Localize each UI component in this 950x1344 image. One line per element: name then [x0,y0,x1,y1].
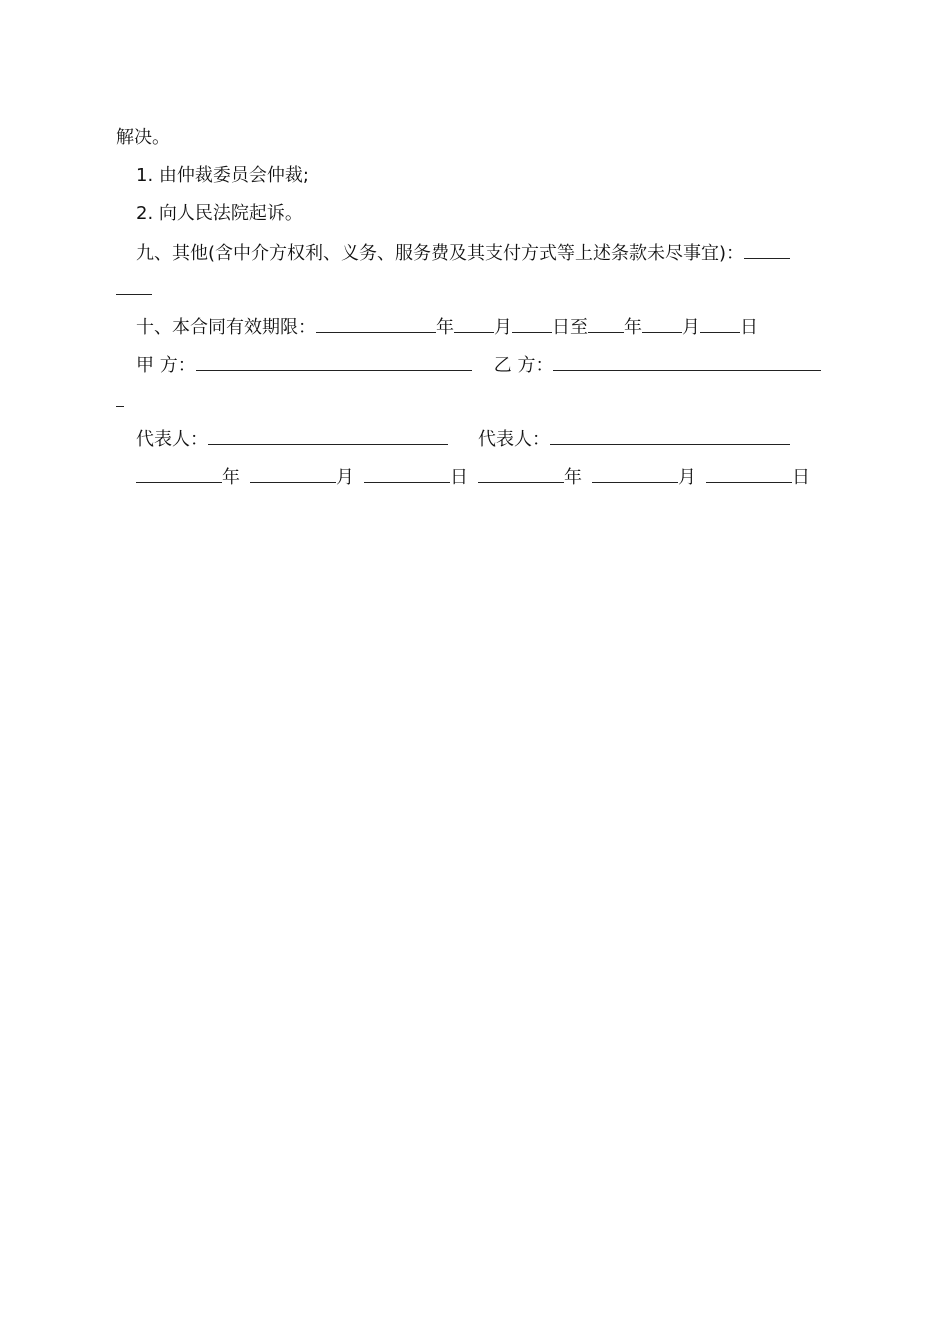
sign-b-month-field[interactable] [592,464,678,483]
year-label: 年 [564,467,582,488]
rep-a-field[interactable] [208,426,448,445]
day-label: 日 [792,467,810,488]
party-b-label: 乙 方： [493,355,554,376]
end-year-field[interactable] [588,314,624,333]
option-court: 2. 向人民法院起诉。 [136,203,303,224]
clause-nine [136,240,790,266]
rep-a-label: 代表人： [136,429,208,450]
month-label: 月 [678,467,696,488]
sign-a-year-field[interactable] [136,464,222,483]
rep-b-label: 代表人： [478,429,550,450]
start-month-field[interactable] [454,314,494,333]
clause-nine-text: 九、其他(含中介方权利、义务、服务费及其支付方式等上述条款未尽事宜)： [136,243,745,264]
day-label: 日 [740,317,758,338]
clause-nine-blank-continued[interactable] [116,276,152,295]
text-resolve: 解决。 [116,127,170,148]
month-label: 月 [336,467,354,488]
parties-row [136,352,821,378]
clause-ten-label: 十、本合同有效期限： [136,317,316,338]
sign-b-day-field[interactable] [706,464,792,483]
parties-continuation [116,388,124,414]
year-label: 年 [624,317,642,338]
rep-b-field[interactable] [550,426,790,445]
end-day-field[interactable] [700,314,740,333]
month-label: 月 [494,317,512,338]
sign-a-day-field[interactable] [364,464,450,483]
sign-b-year-field[interactable] [478,464,564,483]
sign-date-row [136,464,810,490]
start-year-field[interactable] [316,314,436,333]
option-arbitration: 1. 由仲裁委员会仲裁; [136,165,309,186]
clause-ten [136,314,758,340]
year-label: 年 [222,467,240,488]
party-b-field[interactable] [553,352,821,371]
clause-nine-blank[interactable] [744,240,790,259]
clause-nine-continuation [116,276,152,302]
month-label: 月 [682,317,700,338]
day-to-label: 日至 [552,317,588,338]
sign-a-month-field[interactable] [250,464,336,483]
party-b-field-continued[interactable] [116,388,124,407]
day-label: 日 [450,467,468,488]
start-day-field[interactable] [512,314,552,333]
end-month-field[interactable] [642,314,682,333]
representatives-row [136,426,790,452]
party-a-field[interactable] [196,352,472,371]
year-label: 年 [436,317,454,338]
party-a-label: 甲 方： [136,355,196,376]
